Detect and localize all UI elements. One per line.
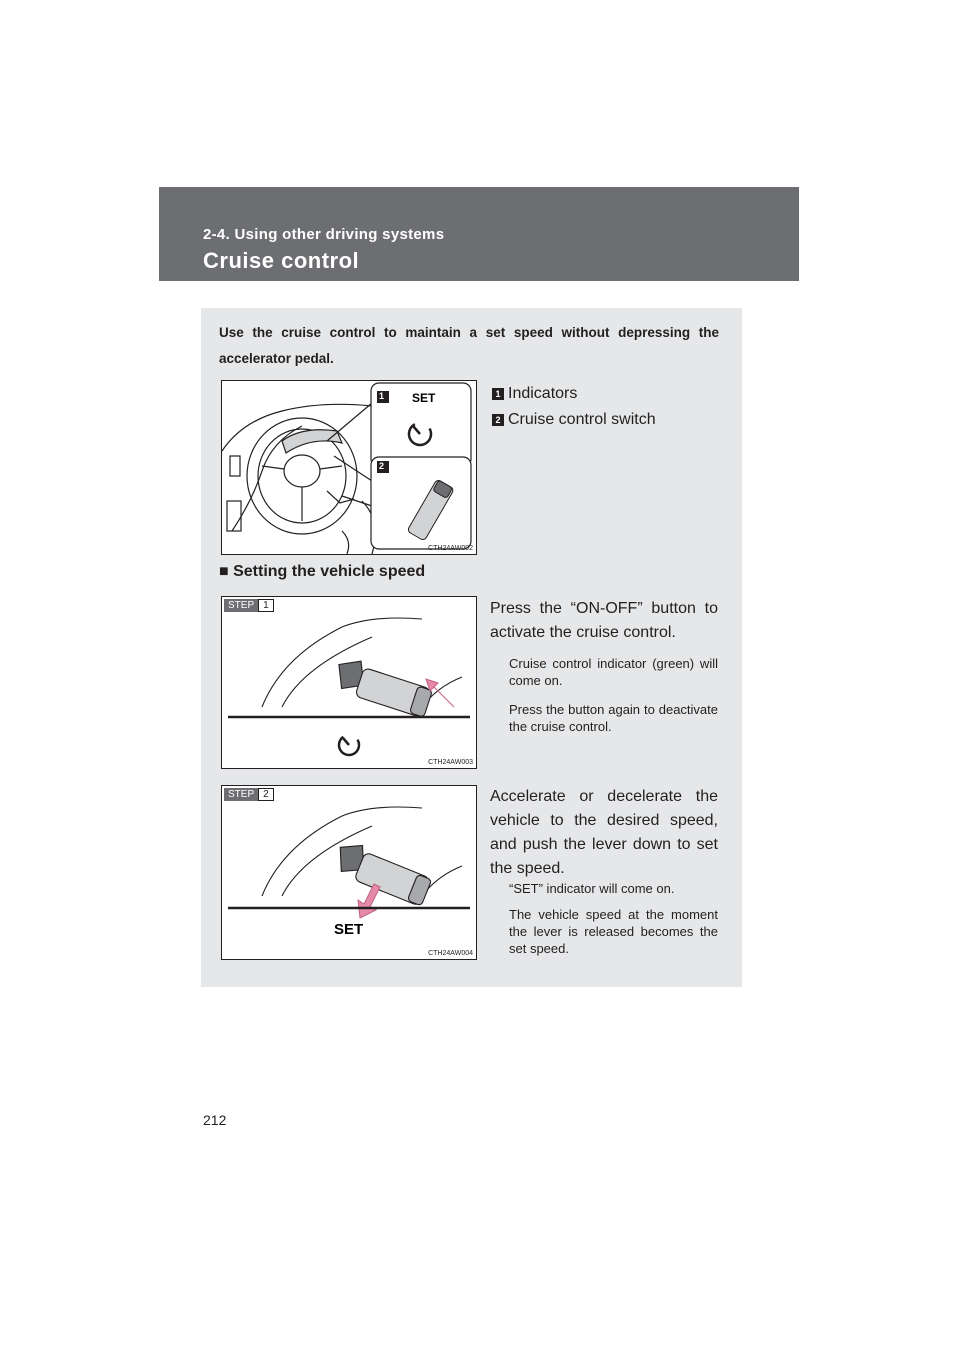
- callout-number: 2: [492, 414, 504, 426]
- step1-instruction: Press the “ON-OFF” button to activate the cruise control.: [490, 600, 718, 641]
- set-indicator-text: SET: [334, 921, 364, 938]
- callout-item: [492, 407, 656, 433]
- step1-note: Press the button again to deactivate the cruise control.: [509, 702, 718, 734]
- callout-panels: [222, 381, 476, 554]
- step2-figure: [221, 785, 477, 960]
- page-title: Cruise control: [203, 248, 360, 273]
- page-number: 212: [203, 1112, 227, 1128]
- step2-note: “SET” indicator will come on.: [509, 881, 675, 896]
- step2-instruction: Accelerate or decelerate the vehicle to the desired speed, and push the lever down to set the speed.: [490, 788, 718, 877]
- figure-code: CTH24AW002: [428, 545, 473, 552]
- set-indicator-text: SET: [412, 391, 436, 405]
- step-number: 1: [258, 599, 274, 612]
- overview-figure: [221, 380, 477, 555]
- callout-label: Cruise control switch: [508, 411, 656, 428]
- callout-item: [492, 381, 656, 407]
- lever-illustration: [222, 597, 476, 768]
- figure-code: CTH24AW004: [428, 950, 473, 957]
- step1-note: Cruise control indicator (green) will come on.: [509, 656, 718, 688]
- step2-note: The vehicle speed at the moment the lever is released becomes the set speed.: [509, 907, 718, 956]
- intro-text: Use the cruise control to maintain a set speed without depressing the accelerator pedal.: [219, 325, 719, 366]
- callout-2-label: 2: [379, 461, 385, 471]
- section-label: 2-4. Using other driving systems: [203, 226, 445, 243]
- callout-label: Indicators: [508, 385, 578, 402]
- step1-figure: [221, 596, 477, 769]
- callout-number: 1: [492, 388, 504, 400]
- subheading: ■ Setting the vehicle speed: [219, 563, 426, 580]
- step-number: 2: [258, 788, 274, 801]
- callout-list: [492, 381, 656, 433]
- step-word: STEP: [224, 599, 258, 612]
- figure-code: CTH24AW003: [428, 759, 473, 766]
- callout-1-label: 1: [379, 391, 385, 401]
- step-word: STEP: [224, 788, 258, 801]
